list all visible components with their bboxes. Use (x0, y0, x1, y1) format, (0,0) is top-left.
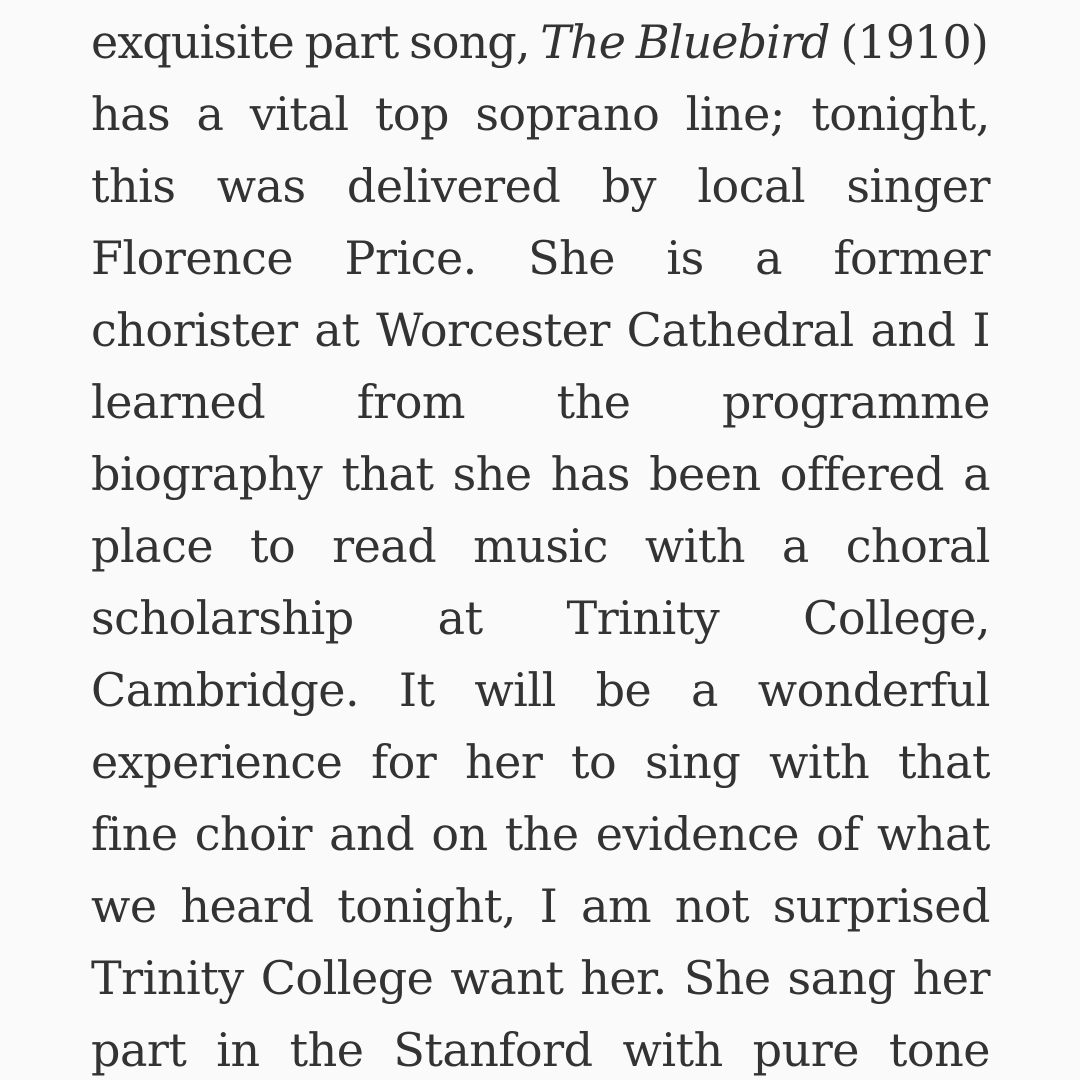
word: Cambridge. (91, 663, 360, 717)
word: Stanford (393, 1023, 593, 1077)
text-run: (1910) (829, 15, 988, 69)
word: She (683, 951, 771, 1005)
word: offered (779, 447, 944, 501)
word: line; (685, 87, 785, 141)
word: sing (644, 735, 741, 789)
word: the (556, 375, 631, 429)
word: to (571, 735, 617, 789)
text-line-14 (91, 942, 990, 1014)
word: Cathedral (626, 303, 854, 357)
word: biography (91, 447, 323, 501)
text-line-2 (91, 78, 990, 150)
word: a (755, 231, 783, 285)
word: evidence (595, 807, 799, 861)
word: I (539, 879, 558, 933)
word: Worcester (376, 303, 610, 357)
word: College, (803, 591, 990, 645)
word: her (912, 951, 990, 1005)
word: local (697, 159, 806, 213)
word: in (216, 1023, 260, 1077)
word: with (622, 1023, 723, 1077)
word: be (595, 663, 652, 717)
word: top (374, 87, 450, 141)
word: will (474, 663, 556, 717)
word: by (601, 159, 657, 213)
word: with (644, 519, 746, 573)
word: I (972, 303, 990, 357)
word: programme (722, 375, 990, 429)
word: for (371, 735, 437, 789)
word: want (450, 951, 564, 1005)
word: surprised (772, 879, 990, 933)
word: her. (580, 951, 667, 1005)
article-body (91, 6, 990, 1080)
word: wonderful (757, 663, 990, 717)
text-line-3 (91, 150, 990, 222)
word: music (473, 519, 608, 573)
word: a (781, 519, 809, 573)
word: with (769, 735, 870, 789)
word: is (666, 231, 704, 285)
word: to (249, 519, 296, 573)
word: part (91, 1023, 187, 1077)
word: that (897, 735, 990, 789)
word: has (91, 87, 171, 141)
word: on (431, 807, 488, 861)
word: vital (249, 87, 349, 141)
word: this (91, 159, 176, 213)
word: College (260, 951, 434, 1005)
text-line-15 (91, 1014, 990, 1080)
word: what (876, 807, 990, 861)
word: choir (194, 807, 313, 861)
word: the (289, 1023, 364, 1077)
word: scholarship (91, 591, 354, 645)
word: has (550, 447, 630, 501)
word: tonight, (337, 879, 516, 933)
word: She (528, 231, 616, 285)
word: tonight, (811, 87, 990, 141)
word: tone (888, 1023, 990, 1077)
word: Trinity (91, 951, 244, 1005)
word: of (816, 807, 860, 861)
word: at (437, 591, 483, 645)
word: Trinity (566, 591, 720, 645)
word: place (91, 519, 214, 573)
word: experience (91, 735, 343, 789)
word: singer (846, 159, 990, 213)
word: the (504, 807, 579, 861)
word: former (833, 231, 990, 285)
word: that (341, 447, 434, 501)
word: a (196, 87, 224, 141)
word: choral (845, 519, 990, 573)
word: soprano (475, 87, 660, 141)
word: we (91, 879, 157, 933)
text-line-12 (91, 798, 990, 870)
word: and (870, 303, 956, 357)
text-line-4 (91, 222, 990, 294)
text-run: exquisite part song, (91, 15, 541, 69)
word: am (581, 879, 652, 933)
word: heard (180, 879, 314, 933)
text-line-11 (91, 726, 990, 798)
word: not (674, 879, 750, 933)
word: at (314, 303, 360, 357)
word: learned (91, 375, 266, 429)
word: fine (91, 807, 178, 861)
word: chorister (91, 303, 298, 357)
text-line-1 (91, 6, 990, 78)
word: a (963, 447, 990, 501)
word: sang (787, 951, 896, 1005)
word: her (465, 735, 543, 789)
song-title: The Bluebird (540, 15, 830, 69)
text-line-5 (91, 294, 990, 366)
word: pure (752, 1023, 859, 1077)
word: she (452, 447, 532, 501)
word: was (216, 159, 306, 213)
word: delivered (346, 159, 561, 213)
word: and (329, 807, 415, 861)
word: read (332, 519, 437, 573)
word: from (356, 375, 466, 429)
text-line-6 (91, 366, 990, 438)
text-line-8 (91, 510, 990, 582)
word: It (398, 663, 435, 717)
word: a (691, 663, 718, 717)
text-line-7 (91, 438, 990, 510)
text-line-13 (91, 870, 990, 942)
text-line-10 (91, 654, 990, 726)
word: been (649, 447, 761, 501)
text-line-9 (91, 582, 990, 654)
word: Florence (91, 231, 294, 285)
word: Price. (344, 231, 477, 285)
